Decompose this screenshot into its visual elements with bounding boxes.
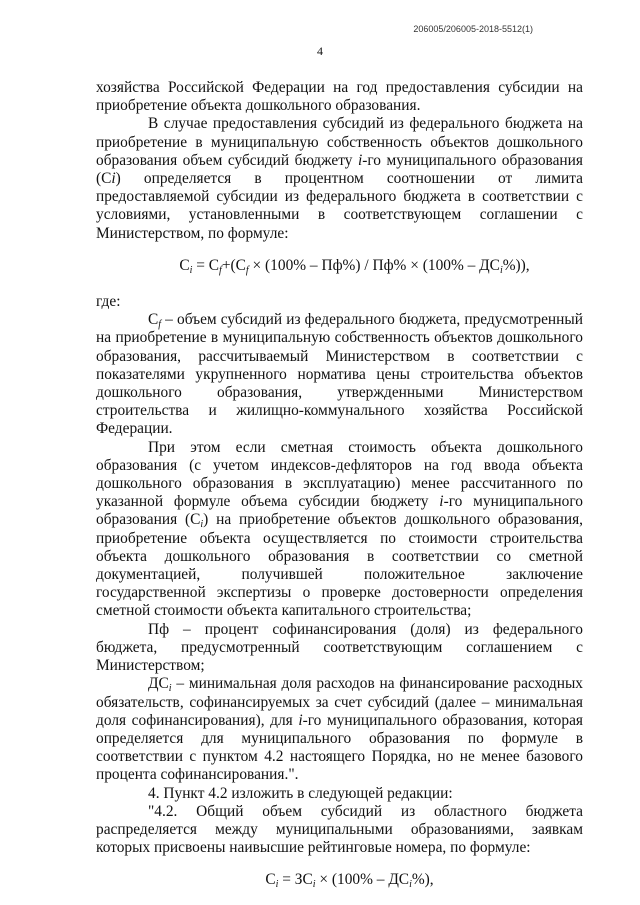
paragraph-estimate-cost: При этом если сметная стоимость объекта дошкольного образования (с учетом индексов-дефляторов на год ввода объекта дошкольного образования в эксплуатацию) менее рассчитанного по указанной формуле объема субсидии бюджету i-го муниципального образования $(С_i)$ на приобретение объектов дошкольного образования, приобретение объекта осуществляется по стоимости строительства объекта дошкольного образования в соответствии со сметной документацией, получившей положительное заключение государственной экспертизы о проверке достоверности определения сметной стоимости объекта капитального строительства; <box>96 438 583 620</box>
document-id: 206005/206005-2018-5512(1) <box>413 24 533 34</box>
formula-subsidy: $С_i = С_f+(С_f \times (100\% - Пф\%) / Пф\% \times (100\% - ДС_i\%))$, <box>179 256 530 276</box>
paragraph-item-4-2: "4.2. Общий объем субсидий из областного бюджета распределяется между муниципальными образованиями, заявкам которых присвоены наивысшие рейтинговые номера, по формуле: <box>96 802 583 857</box>
paragraph-item-4: 4. Пункт 4.2 изложить в следующей редакции: <box>148 784 453 802</box>
paragraph-subsidy-condition: В случае предоставления субсидий из федерального бюджета на приобретение в муниципальную собственность объектов дошкольного образования объем субсидий бюджету i-го муниципального образования (Сi) определяется в процентном соотношении от лимита предоставляемой субсидии из федерального бюджета в соответствии с условиями, установленными в соответствующем соглашении с Министерством, по формуле: <box>96 115 583 242</box>
paragraph-where: где: <box>96 293 121 311</box>
paragraph-continuation: хозяйства Российской Федерации на год предоставления субсидии на приобретение объекта дошкольного образования. <box>96 79 583 115</box>
paragraph-dc-definition: $ДС_i$ – минимальная доля расходов на финансирование расходных обязательств, софинансируемых за счет субсидий (далее – минимальная доля софинансирования), для i-го муниципального образования, которая определяется для муниципального образования по формуле в соответствии с пунктом 4.2 настоящего Порядка, но не менее базового процента софинансирования.". <box>96 675 583 784</box>
document-body <box>96 79 583 890</box>
formula-regional-subsidy: $С_i = ЗС_i \times (100\% - ДС_i\%)$, <box>265 871 434 891</box>
page-number: 4 <box>317 44 323 58</box>
paragraph-pf-definition: Пф – процент софинансирования (доля) из федерального бюджета, предусмотренный соответствующим соглашением с Министерством; <box>96 620 583 675</box>
paragraph-cf-definition: $С_f$ – объем субсидий из федерального бюджета, предусмотренный на приобретение в муниципальную собственность объектов дошкольного образования, рассчитываемый Министерством в соответствии с показателями укрупненного норматива цены строительства объектов дошкольного образования, утвержденными Министерством строительства и жилищно-коммунального хозяйства Российской Федерации. <box>96 311 583 438</box>
